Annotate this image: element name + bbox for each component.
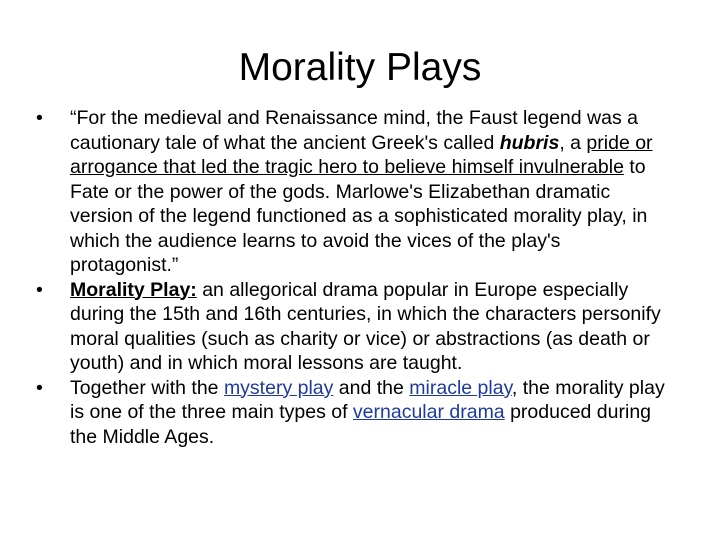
bullet-item-definition — [36, 278, 666, 376]
mystery-play-link[interactable]: mystery play — [223, 376, 334, 399]
slide-title: Morality Plays — [238, 46, 482, 89]
types-text-4: produced during the Middle Ages. — [70, 401, 652, 448]
faust-quote-text-3: to Fate or the power of the gods. Marlowe's Elizabethan dramatic version of the legend functioned as a sophisticated morality play, in which the audience learns to avoid the vices of the play's protagonist.” — [70, 156, 648, 276]
types-text-2: and the — [333, 376, 410, 399]
hubris-term: hubris — [499, 131, 560, 154]
types-text-3: , the morality play is one of the three main types of — [70, 376, 665, 423]
hubris-definition-underlined: pride or arrogance that led the tragic hero to believe himself invulnerable — [70, 131, 653, 178]
bullet-item-types — [36, 376, 666, 450]
faust-quote-text: “For the medieval and Renaissance mind, the Faust legend was a cautionary tale of what the ancient Greek's called — [70, 107, 638, 154]
bullet-list — [36, 106, 666, 449]
miracle-play-link[interactable]: miracle play — [409, 376, 512, 399]
vernacular-drama-link[interactable]: vernacular drama — [352, 401, 505, 423]
bullet-icon: • — [36, 376, 43, 399]
bullet-icon: • — [36, 278, 43, 301]
types-text-1: Together with the — [70, 376, 224, 399]
bullet-icon: • — [36, 107, 43, 129]
morality-play-term: Morality Play: — [70, 278, 197, 301]
morality-play-definition: an allegorical drama popular in Europe especially during the 15th and 16th centuries, in which the characters personify moral qualities (such as charity or vice) or abstractions (as death or youth) and in which moral lessons are taught. — [70, 278, 661, 374]
bullet-item-faust — [36, 106, 666, 278]
faust-quote-text-2: , a — [559, 131, 587, 154]
